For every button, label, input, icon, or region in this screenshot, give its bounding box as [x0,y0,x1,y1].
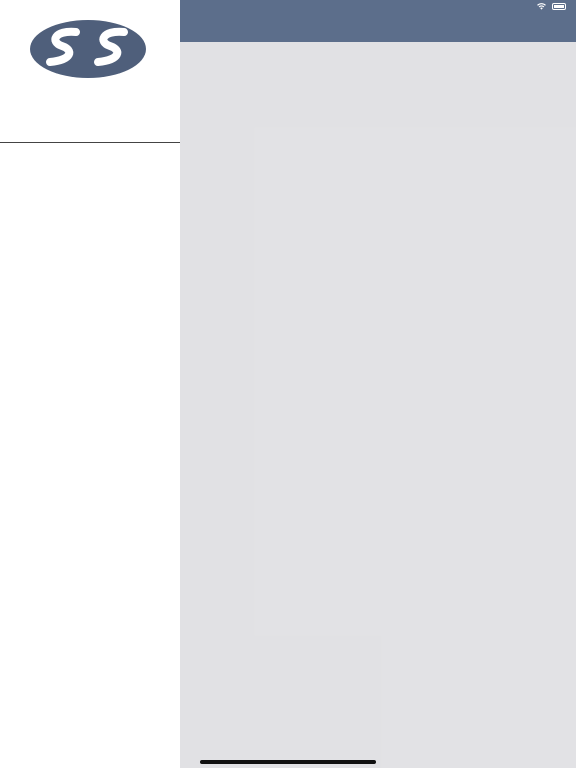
bazis-logo [28,18,154,108]
home-indicator[interactable] [200,760,376,764]
status-right [537,3,566,10]
battery-icon [552,3,566,10]
modules-list[interactable] [180,42,576,768]
status-time [10,3,14,10]
wifi-icon [537,3,546,10]
navigation-drawer [0,0,180,768]
drawer-divider [0,142,180,143]
status-bar [0,0,576,14]
